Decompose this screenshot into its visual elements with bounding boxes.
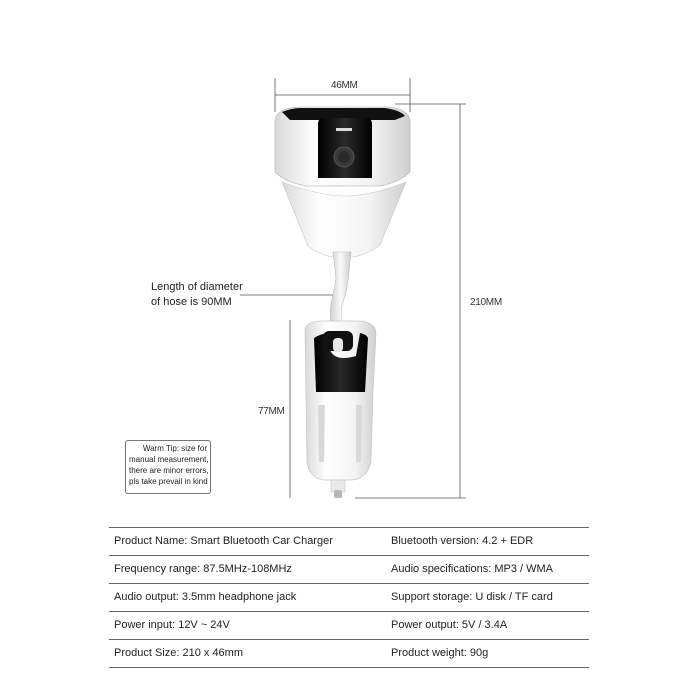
warm-tip-line2: manual measurement,: [129, 455, 209, 464]
warm-tip-line1: Warm Tip: size for: [142, 444, 207, 453]
spec-row: [109, 584, 589, 612]
spec-row: [109, 556, 589, 584]
spec-product-size: Product Size: 210 x 46mm: [114, 647, 244, 659]
width-label: 46MM: [331, 80, 358, 91]
warm-tip-line4: pls take prevail in kind: [129, 477, 208, 486]
car-plug: [305, 321, 376, 498]
warm-tip-box: [125, 440, 211, 494]
plug-tip-icon: [334, 490, 342, 498]
spec-power-input: Power input: 12V ~ 24V: [114, 619, 230, 631]
spec-row: [109, 612, 589, 640]
spec-row: [109, 640, 589, 668]
spec-bluetooth-version: Bluetooth version: 4.2 + EDR: [391, 535, 534, 547]
hose-label: [151, 280, 243, 310]
charger-head: [275, 107, 410, 258]
spec-audio-output: Audio output: 3.5mm headphone jack: [114, 591, 297, 603]
spec-frequency-range: Frequency range: 87.5MHz-108MHz: [114, 563, 292, 575]
spec-audio-specifications: Audio specifications: MP3 / WMA: [391, 563, 554, 575]
spec-product-weight: Product weight: 90g: [391, 647, 489, 659]
height-label: 210MM: [470, 297, 502, 308]
spec-row: [109, 527, 589, 556]
spec-power-output: Power output: 5V / 3.4A: [391, 619, 508, 631]
base-label: 77MM: [258, 406, 285, 417]
specifications-table: [109, 527, 589, 668]
spec-support-storage: Support storage: U disk / TF card: [391, 591, 553, 603]
usb-port-icon: [336, 128, 352, 131]
spec-product-name: Product Name: Smart Bluetooth Car Charger: [114, 535, 333, 547]
warm-tip-line3: there are minor errors,: [129, 466, 209, 475]
hose-label-line1: Length of diameter: [151, 281, 243, 293]
hose-label-line2: of hose is 90MM: [151, 296, 232, 308]
